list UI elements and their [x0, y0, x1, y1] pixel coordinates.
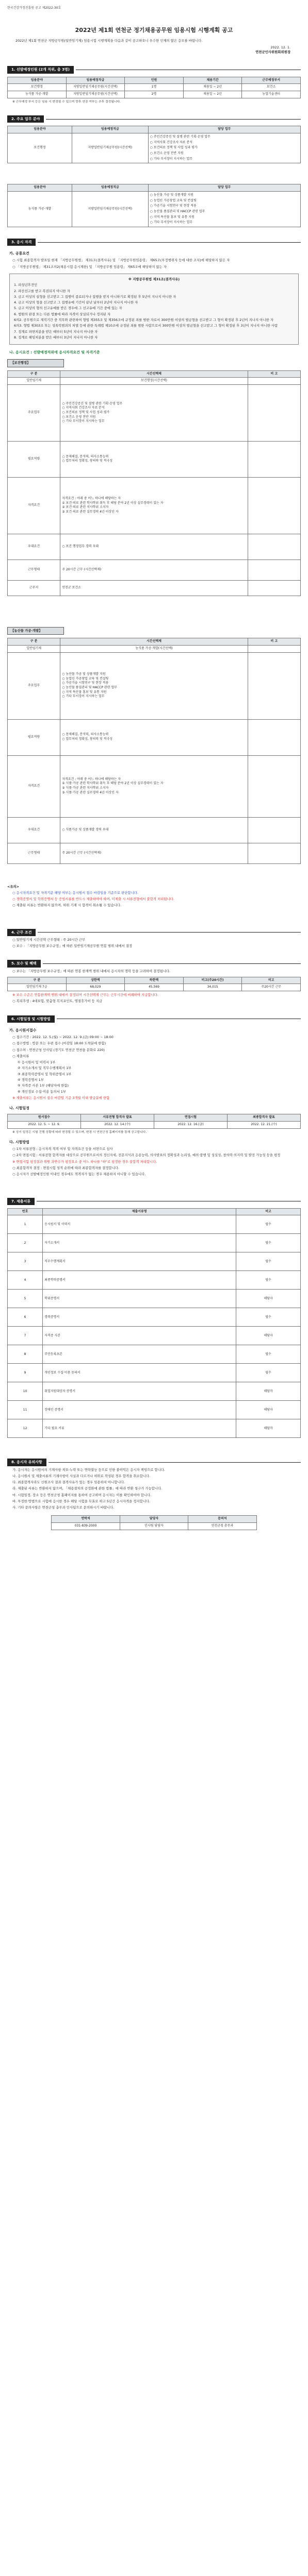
exam-method: ○ 응시자가 선발예정인원 이내인 경우에도 적격자가 없는 경우 채용하지 아니할 수 있습니다.	[12, 1172, 146, 1177]
table-cell: 45,569	[125, 984, 184, 991]
column-header: 상한액	[66, 977, 125, 984]
exam-method: ○ 최종합격자 결정 : 면접시험 성적 순위에 따라 최종합격자를 결정합니다.	[12, 1165, 120, 1170]
box-title: ※ 지방공무원법 제31조(결격사유)	[128, 277, 180, 281]
requirement-paragraph: ○ 시험 최종합격자 발표일 현재 「지방공무원법」 제31조(결격사유) 및 「지방공무원임용령」 제65조(부정행위자 등에 대한 조치)에 해당하지 않은 자	[12, 258, 230, 263]
table-row	[8, 1215, 301, 1234]
caution-item: 사. 기타 문의사항은 연천군청 총무과 인사팀으로 문의하시기 바랍니다.	[12, 1505, 115, 1510]
column-header: 서류전형 합격자 발표	[81, 1114, 154, 1122]
application-heading: 가. 응시원서접수	[9, 1028, 37, 1032]
table-cell: 직무수행계획서	[43, 1252, 236, 1271]
table-cell: 자격요건 : 아래 중 어느 하나에 해당하는 자 ① 식품·가공 관련 학사학위 취득 후 해당 분야 2년 이상 실무경력이 있는 자 ② 식품·가공 관련 석사학위 소지자 ③ 식품·가공 관련 실무경력 4년 이상인 자	[60, 755, 248, 817]
column-header: 인원	[125, 77, 184, 84]
table-cell: 경력증명서	[43, 1308, 236, 1327]
list-item: ① 응시원서 및 이력서 1부	[18, 1060, 56, 1065]
table-cell: 지방일반임기제공무원(시간선택)	[66, 91, 125, 98]
table-cell: ○ 문제해결, 분석력, 의사소통능력 ○ 업무처리 정확성, 창의력 및 적극성	[60, 441, 248, 477]
table-cell	[248, 384, 300, 441]
column-header: 임용분야	[8, 77, 67, 84]
row-label: 우대요건	[8, 817, 60, 843]
salary-paragraph: ○ 보수는 「지방공무원 보수규정」에 따른 연봉 한계액 범위 내에서 응시자의 경력 등을 고려하여 결정됩니다.	[12, 969, 171, 973]
contact-table	[51, 1515, 256, 1530]
exam-method-heading: 다. 시험방법	[9, 1140, 29, 1144]
duties-list	[148, 133, 300, 163]
column-header: 비고(주20시간)	[183, 977, 242, 984]
section-3-title: 3. 응시 자격	[7, 239, 36, 246]
section-4-title: 4. 근무 조건	[7, 929, 36, 936]
table-row	[8, 755, 301, 817]
table-cell: 1	[8, 1215, 43, 1234]
table-cell: 1명	[125, 84, 184, 91]
list-item: ○ 보건소 운영 전반 지원	[150, 151, 184, 155]
caution-item: 다. 최종합격자라도 신원조사 결과 결격사유가 있는 경우 임용하지 아니합니다.	[12, 1480, 125, 1485]
table-cell: 일반임기제	[8, 378, 60, 385]
table-row	[8, 441, 301, 477]
section-1-heading	[7, 66, 301, 73]
table-cell: 농식품 가공·개발(시간선택)	[60, 645, 248, 652]
table-cell: 주민등록초본	[43, 1345, 236, 1364]
section-2-heading	[7, 115, 301, 123]
row-label: 근무형태	[8, 560, 60, 580]
column-header: 담당 업무	[148, 184, 300, 192]
column-header: 임용예정직급	[72, 184, 148, 192]
work-condition: ○ 보수 : 「지방공무원 보수규정」에 따른 일반임기제공무원 연봉 범위 내에서 결정	[12, 944, 133, 948]
requirement-paragraph: ○ 「지방공무원법」 제31조의2(채용시험 응시제한) 및 「지방공무원 임용령」 제65조에 해당하지 않는 자	[12, 264, 167, 269]
column-header: 원서접수	[8, 1114, 81, 1122]
table-cell: 취업지원대상자 증명서	[43, 1382, 236, 1401]
column-header: 담당자	[120, 1516, 188, 1523]
table-cell	[248, 477, 300, 534]
table-cell: 자기소개서	[43, 1234, 236, 1252]
duties-table-health	[7, 126, 301, 163]
table-cell: 농식품 가공·개발	[8, 192, 72, 227]
note-item: ○ 경력증명서 및 학위증명서 등 증빙서류를 반드시 제출하여야 하며, 미제출 시 서류전형에서 불합격 처리됩니다.	[12, 897, 174, 902]
row-label: 자격요건	[8, 755, 60, 817]
section-6-title: 6. 시험일정 및 시험방법	[7, 1015, 55, 1023]
announcing-organization: 연천군인사위원회위원장	[255, 50, 290, 55]
table-cell: ○ 농산물 가공 및 상품개발 지원 ○ 농업인 가공창업 교육 및 컨설팅 ○ 가공기술 시험연구 및 현장 적용 ○ 농산물 품질관리 및 HACCP 관련 업무 ○ 지역 특산물 홍보 및 유통 지원 ○ 기타 부서장이 지시하는 업무	[60, 652, 248, 719]
table-cell: 3	[8, 1252, 43, 1271]
section-4-heading	[7, 929, 301, 936]
group-heading-health: 【보건행정】	[7, 359, 64, 367]
section-rule	[38, 932, 301, 933]
table-row	[8, 580, 301, 596]
salary-note: ※ 보수 수준은 연봉한계액 범위 내에서 결정되며 시간선택제 근무는 근무시간에 비례하여 지급합니다.	[12, 993, 158, 997]
schedule-heading: 나. 시험일정	[9, 1106, 29, 1111]
table-cell: 필수	[236, 1364, 301, 1382]
table-cell	[248, 378, 300, 385]
table-cell: 68,029	[66, 984, 125, 991]
column-header: 구 분	[8, 638, 60, 646]
table-cell: 해당자	[236, 1290, 301, 1308]
list-item: 7. 징계로 파면처분을 받은 때부터 5년이 지나지 아니한 자	[14, 329, 98, 334]
table-cell: 자격요건 : 아래 중 어느 하나에 해당하는 자 ① 보건·의료 관련 학사학위 취득 후 해당 분야 2년 이상 실무경력이 있는 자 ② 보건·의료 관련 석사학위 소지자 ③ 보건·의료 관련 실무경력 4년 이상인 자	[60, 477, 248, 534]
table-cell: 5	[8, 1290, 43, 1308]
qualification-table-food	[7, 638, 301, 863]
table-cell: 필수	[236, 1234, 301, 1252]
table-row	[8, 133, 301, 163]
caution-item: 나. 응시원서 및 제출서류의 기재사항이 사실과 다르거나 허위로 작성된 경우 합격을 취소합니다.	[12, 1473, 151, 1478]
table-cell: 주 20시간 근무 (시간선택제)	[60, 843, 248, 863]
table-row	[8, 1234, 301, 1252]
list-item: ② 자기소개서 및 직무수행계획서 1부	[18, 1066, 72, 1071]
column-header: 제출서류명	[43, 1208, 236, 1215]
table-cell: 2	[8, 1234, 43, 1252]
table-cell: 11	[8, 1401, 43, 1419]
table-cell: 보건행정	[8, 133, 72, 163]
notes-title: <유의>	[7, 884, 20, 889]
table-row	[8, 84, 301, 91]
table-cell: 일반임기제 7급	[8, 984, 67, 991]
list-item: ○ 주민건강증진 및 질병 관련 기획·운영 업무	[150, 134, 210, 139]
table-row	[8, 843, 301, 863]
section-rule	[48, 1462, 301, 1463]
salary-table	[7, 977, 301, 991]
table-cell: 지방일반임기제공무원(시간선택)	[72, 192, 148, 227]
row-label: 필요역량	[8, 441, 60, 477]
list-item: ○ 농산물 품질관리 및 HACCP 관련 업무	[150, 210, 205, 214]
list-item: ○ 지역 특산물 홍보 및 유통 지원	[150, 215, 194, 219]
group-heading-food: 【농산물 가공·개발】	[7, 627, 64, 635]
benefits-paragraph: ○ 복리후생 : 4대보험, 맞춤형 복지포인트, 명절휴가비 등 지급	[12, 999, 103, 1004]
column-header: 비 고	[248, 370, 300, 378]
section-5-heading	[7, 960, 301, 967]
list-item: 6의3. 형법 제303조 또는 성폭력범죄의 처벌 등에 관한 특례법 제10조에 규정된 죄를 범한 사람으로서 300만원 이상의 벌금형을 선고받고 그 형이 확정된 후 3년이 지나지 아니한 사람	[14, 324, 278, 328]
table-cell: 지방일반임기제공무원(시간선택)	[72, 133, 148, 163]
table-cell: 지방일반임기제공무원(시간선택)	[66, 84, 125, 91]
column-header: 근무예정부서	[242, 77, 301, 84]
list-item: ○ 농업인 가공창업 교육 및 컨설팅	[150, 198, 197, 202]
list-item: 2. 파산선고를 받고 복권되지 아니한 자	[14, 289, 70, 293]
positions-note: ※ 근무예정 부서 등은 임용 시 변경될 수 있으며 향후 연장 여부는 추후 결정됩니다.	[12, 100, 121, 104]
column-header: 비고	[242, 977, 301, 984]
column-header: 임용분야	[8, 184, 72, 192]
table-cell: 농업기술센터	[242, 91, 301, 98]
table-row	[8, 91, 301, 98]
row-label: 필요역량	[8, 719, 60, 755]
list-item: ⑥ 개인정보 수집·이용 동의서 1부	[18, 1089, 67, 1094]
table-cell: 34,015	[183, 984, 242, 991]
column-header: 임용분야	[8, 126, 72, 133]
row-label: 근무형태	[8, 843, 60, 863]
disqualification-box	[9, 274, 299, 345]
table-cell: 2022. 12. 5. ~ 12. 9.	[8, 1121, 81, 1128]
list-item: 5. 금고 이상의 형의 선고유예를 받은 경우에 그 선고유예 기간 중에 있는 자	[14, 306, 122, 311]
list-item: 8. 징계로 해임처분을 받은 때부터 3년이 지나지 아니한 자	[14, 335, 98, 340]
list-item: 1. 피성년후견인	[14, 283, 38, 287]
table-cell: 2022. 12. 14.(수)	[81, 1121, 154, 1128]
table-cell: 보건소	[242, 84, 301, 91]
table-cell: 일반임기제	[8, 645, 60, 652]
table-cell	[248, 645, 300, 652]
list-item: 6의2. 공무원으로 재직기간 중 직무와 관련하여 형법 제355조 및 제356조에 규정된 죄를 범한 자로서 300만원 이상의 벌금형을 선고받고 그 형이 확정된 후 2년이 지나지 아니한 자	[14, 317, 273, 322]
table-cell: 해당자	[236, 1419, 301, 1438]
table-row	[8, 817, 301, 843]
table-cell	[248, 755, 300, 817]
table-cell: 자격증 사본	[43, 1327, 236, 1345]
column-header: 구 분	[8, 370, 60, 378]
list-item: ○ 기타 부서장이 지시하는 업무	[150, 221, 193, 225]
section-5-title: 5. 보수 및 혜택	[7, 960, 41, 967]
table-cell: 2명	[125, 91, 184, 98]
table-cell: 주 20시간 근무 (시간선택제)	[60, 560, 248, 580]
note-item: ○ 제출된 서류는 반환하지 않으며, 허위 기재 시 합격이 취소될 수 있습니다.	[12, 903, 122, 908]
table-cell: 기타 필요 서류	[43, 1419, 236, 1438]
row-label: 우대요건	[8, 534, 60, 560]
list-item: ○ 지역사회 건강조사 자료 분석	[150, 140, 193, 144]
caution-item: 라. 제출된 서류는 반환하지 않으며, 「채용절차의 공정화에 관한 법률」에 따라 반환 청구가 가능합니다.	[12, 1486, 163, 1491]
section-7-heading	[7, 1198, 301, 1205]
table-row	[8, 1308, 301, 1327]
table-cell: 031-839-2000	[52, 1523, 120, 1530]
caution-item: 마. 시험일정, 장소 등은 연천군청 홈페이지를 통하여 공고하며 응시자는 이를 확인하여야 합니다.	[12, 1493, 152, 1497]
table-row	[8, 477, 301, 534]
table-cell: 필수	[236, 1215, 301, 1234]
column-header: 임용예정직급	[72, 126, 148, 133]
column-header: 구 분	[8, 977, 67, 984]
caution-item: 가. 응시자는 응시원서의 기재사항 착오·누락 또는 연락불능 등으로 인한 불이익은 응시자 책임으로 합니다.	[12, 1467, 165, 1472]
table-cell	[248, 652, 300, 719]
documents-table	[7, 1208, 301, 1438]
table-cell: 연천군 보건소	[60, 580, 248, 596]
table-cell: ○ 주민건강증진 및 질병 관련 기획·운영 업무 ○ 지역사회 건강조사 자료 분석 ○ 보건의료 정책 및 사업 성과 평가 ○ 보건소 운영 전반 지원 ○ 기타 부서장이 지시하는 업무	[60, 384, 248, 441]
list-item: 3. 금고 이상의 실형을 선고받고 그 집행이 종료되거나 집행을 받지 아니하기로 확정된 후 5년이 지나지 아니한 자	[14, 294, 176, 299]
column-header: 비고	[236, 1208, 301, 1215]
table-cell: ○ 보건 행정업무 경력 우대	[60, 534, 248, 560]
positions-table	[7, 77, 301, 98]
column-header: 비 고	[248, 638, 300, 646]
table-cell: 필수	[236, 1308, 301, 1327]
table-cell: 필수	[236, 1271, 301, 1290]
row-label: 근무지	[8, 580, 60, 596]
column-header: 최종합격자 발표	[228, 1114, 301, 1122]
section-rule	[43, 963, 301, 964]
section-3-heading	[7, 239, 301, 246]
list-item: ○ 기타 부서장이 지시하는 업무	[150, 157, 193, 161]
table-cell: 채용일 ~ 2년	[183, 91, 242, 98]
table-cell	[248, 580, 300, 596]
table-cell: 10	[8, 1382, 43, 1401]
table-cell: 보건행정	[8, 84, 67, 91]
table-cell	[248, 560, 300, 580]
table-cell: 필수	[236, 1252, 301, 1271]
note-item: ○ 응시자격요건 및 자격기준 해당 여부는 응시원서 접수 마감일을 기준으로 판단합니다.	[12, 890, 138, 895]
table-cell: 학위증명서	[43, 1290, 236, 1308]
table-cell: 농식품 가공·개발	[8, 91, 67, 98]
table-row	[8, 1252, 301, 1271]
table-cell	[248, 719, 300, 755]
section-8-title: 8. 응시자 유의사항	[7, 1459, 46, 1466]
column-header: 임용예정직급	[66, 77, 125, 84]
table-cell: 8	[8, 1345, 43, 1364]
application-info: ○ 접수방법 : 방문 또는 우편 접수 (마감일 18:00 도착분에 한함)	[12, 1041, 106, 1046]
exam-note: ※ 면접시험 평정결과 위원 과반수가 평정요소 중 어느 하나를 "하"로 평정한 경우 불합격 처리합니다.	[12, 1159, 157, 1164]
table-cell: 보건행정(시간선택)	[60, 378, 248, 385]
section-1-title: 1. 선발예정인원 (2개 직위, 총 3명)	[7, 66, 74, 73]
table-cell: 해당자	[236, 1382, 301, 1401]
table-row	[8, 1419, 301, 1438]
table-cell: 12	[8, 1419, 43, 1438]
table-cell	[248, 843, 300, 863]
list-item: ○ 농산물 가공 및 상품개발 지원	[150, 193, 193, 197]
table-row	[8, 1121, 301, 1128]
column-header: 하한액	[125, 977, 184, 984]
table-cell: 6	[8, 1308, 43, 1327]
list-item: ③ 최종학력증명서 및 학위증명서 1부	[18, 1072, 72, 1076]
table-cell: ○ 문제해결, 분석력, 의사소통능력 ○ 업무처리 정확성, 창의력 및 적극성	[60, 719, 248, 755]
application-info: ○ 접수기간 : 2022. 12. 5.(월) ~ 2022. 12. 9.(금) 09:00 ~ 18:00	[12, 1035, 114, 1039]
qualification-table-health	[7, 370, 301, 596]
table-row	[8, 560, 301, 580]
table-cell: 7	[8, 1327, 43, 1345]
table-cell	[248, 534, 300, 560]
list-item: ○ 보건의료 정책 및 사업 성과 평가	[150, 146, 198, 150]
section-2-title: 2. 주요 업무 분야	[7, 115, 44, 123]
qualification-heading: 나. 응시요건 : 선발예정직위에 응시자격요건 및 자격기준	[9, 350, 100, 355]
table-row	[8, 984, 301, 991]
common-requirements-heading: 가. 공통요건	[9, 251, 29, 256]
column-header: 시간선택제	[60, 370, 248, 378]
table-cell: 응시원서 및 이력서	[43, 1215, 236, 1234]
duties-table-food	[7, 184, 301, 227]
column-header: 문의처	[188, 1516, 256, 1523]
table-cell: 최종학력증명서	[43, 1271, 236, 1290]
table-row	[8, 1327, 301, 1345]
schedule-note: ※ 상기 일정은 시험 진행 상황에 따라 변경될 수 있으며, 변경 시 연천군청 홈페이지를 통해 공고합니다.	[12, 1130, 147, 1134]
list-item: ○ 가공기술 시험연구 및 현장 적용	[150, 204, 197, 208]
caution-item: 바. 부정한 방법으로 시험에 응시한 경우 해당 시험을 무효로 하고 5년간 응시자격을 정지합니다.	[12, 1499, 151, 1503]
table-row	[52, 1523, 256, 1530]
table-row	[8, 1382, 301, 1401]
list-item: ④ 경력증명서 1부	[18, 1077, 44, 1082]
table-row	[8, 1271, 301, 1290]
column-header: 번호	[8, 1208, 43, 1215]
section-rule	[38, 242, 301, 243]
table-row	[8, 1401, 301, 1419]
table-cell: 연천군청 총무과	[188, 1523, 256, 1530]
row-label: 주요업무	[8, 384, 60, 441]
exam-method: ○ 1차 서류전형 : 응시자격 적격 여부 및 자격요건 등을 서면으로 심사	[12, 1147, 113, 1151]
column-header: 시간선택제	[60, 638, 248, 646]
table-cell: 개인정보 수집·이용 동의서	[43, 1364, 236, 1382]
application-info: ○ 접수처 : 연천군청 인사팀 (경기도 연천군 연천읍 문화로 220)	[12, 1047, 105, 1052]
table-cell: ○ 식품가공 및 상품개발 경력 우대	[60, 817, 248, 843]
work-condition: ○ 일반임기제 시간선택 근무형태 : 주 20시간 근무	[12, 937, 86, 942]
announcement-date: 2022. 12. 1.	[270, 45, 290, 49]
table-cell: 장애인 증명서	[43, 1401, 236, 1419]
duties-list	[148, 192, 300, 227]
table-cell: 주20시간 근무	[242, 984, 301, 991]
required-documents-list	[18, 1060, 298, 1094]
section-7-title: 7. 제출서류	[7, 1198, 35, 1205]
table-row	[8, 1345, 301, 1364]
column-header: 담당 업무	[148, 126, 300, 133]
table-row	[8, 534, 301, 560]
list-item: 4. 금고 이상의 형을 선고받고 그 집행유예 기간이 끝난 날부터 2년이 지나지 아니한 자	[14, 300, 138, 305]
intro-paragraph: 2022년 제1회 연천군 지방공무원(일반임기제) 임용시험 시행계획을 다음과 같이 공고하오니 우수한 인재의 많은 응모를 바랍니다.	[15, 38, 203, 43]
documents-note: ※ 제출서류는 응시원서 접수 마감일 기준 3개월 이내 발급분에 한함	[12, 1095, 110, 1100]
table-cell	[248, 441, 300, 477]
table-cell: 2022. 12. 21.(수)	[228, 1121, 301, 1128]
column-header: 연락처	[52, 1516, 120, 1523]
table-row	[8, 1364, 301, 1382]
table-row	[8, 192, 301, 227]
table-cell: 인사팀 담당자	[120, 1523, 188, 1530]
application-info: ○ 제출서류	[12, 1054, 29, 1058]
table-cell	[248, 817, 300, 843]
table-cell: 4	[8, 1271, 43, 1290]
table-cell: 해당자	[236, 1327, 301, 1345]
row-label: 자격요건	[8, 477, 60, 534]
table-cell: 9	[8, 1364, 43, 1382]
table-cell: 해당자	[236, 1401, 301, 1419]
exam-method: ○ 2차 면접시험 : 서류전형 합격자를 대상으로 공무원으로서의 정신자세, 전문지식과 응용능력, 의사발표의 정확성과 논리성, 예의·품행 및 성실성, 창의력·의지력 및 발전 가능성 등을 평정	[12, 1153, 281, 1158]
list-item: ⑤ 자격증 사본 1부 (해당자에 한함)	[18, 1083, 69, 1088]
document-number: 한국건강가정진흥원 공고 제2022-30호	[7, 6, 61, 10]
section-6-heading	[7, 1015, 301, 1023]
list-item: 6. 법원의 판결 또는 다른 법률에 따라 자격이 상실되거나 정지된 자	[14, 312, 110, 316]
table-cell: 필수	[236, 1345, 301, 1364]
column-header: 채용기간	[183, 77, 242, 84]
section-rule	[46, 119, 301, 120]
section-8-heading	[7, 1459, 301, 1466]
table-row	[8, 719, 301, 755]
table-cell: 2022. 12. 16.(금)	[154, 1121, 228, 1128]
table-row	[8, 1290, 301, 1308]
table-row	[8, 652, 301, 719]
table-row	[8, 384, 301, 441]
row-label: 주요업무	[8, 652, 60, 719]
schedule-table	[7, 1114, 301, 1128]
table-cell: 채용일 ~ 2년	[183, 84, 242, 91]
column-header: 면접시험	[154, 1114, 228, 1122]
page-title: 2022년 제1회 연천군 정기채용공무원 임용시험 시행계획 공고	[75, 26, 233, 33]
